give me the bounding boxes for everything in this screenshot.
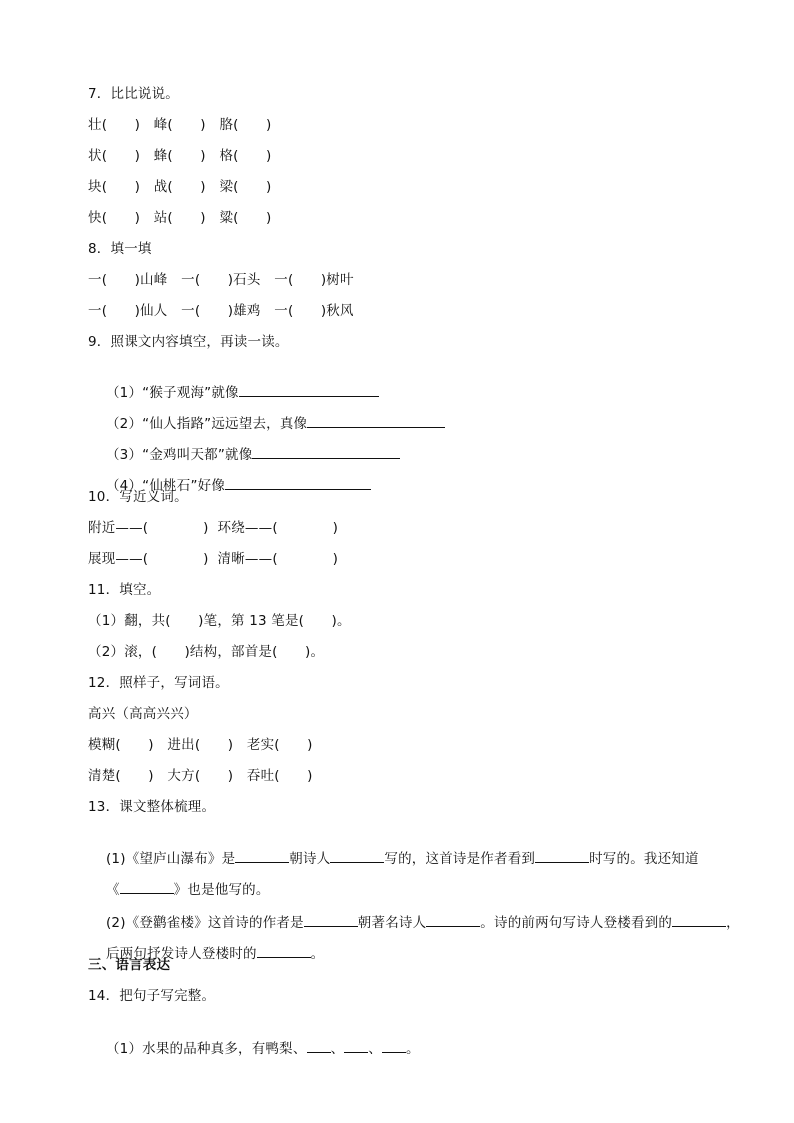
q11-item: （1）翻，共( )笔，第 13 笔是( )。 (88, 613, 351, 629)
answer-blank[interactable] (225, 475, 371, 490)
q7-row: 快( ) 站( ) 粱( ) (88, 210, 272, 226)
q13-text: 。 (310, 946, 325, 962)
q8-title: 8．填一填 (88, 241, 152, 257)
q13-text: ， (726, 915, 740, 931)
answer-blank[interactable] (382, 1038, 406, 1053)
q13-text: 《 (105, 882, 120, 898)
q13-text: 朝诗人 (289, 851, 331, 867)
q13-text: (2)《登鹳雀楼》这首诗的作者是 (105, 915, 304, 931)
answer-blank[interactable] (535, 848, 589, 863)
q14-text: （1）水果的品种真多，有鸭梨、 (105, 1041, 307, 1057)
q13-title: 13．课文整体梳理。 (88, 799, 216, 815)
q10-row: 附近——( ) 环绕——( ) (88, 520, 339, 536)
answer-blank[interactable] (120, 879, 174, 894)
q13-text: 时写的。我还知道 (589, 851, 699, 867)
answer-blank[interactable] (330, 848, 384, 863)
q9-item-text: （4）“仙桃石”好像 (105, 478, 226, 494)
section-heading: 三、语言表达 (88, 957, 171, 973)
q14-text: 。 (405, 1041, 420, 1057)
answer-blank[interactable] (307, 1038, 331, 1053)
answer-blank[interactable] (426, 912, 480, 927)
q10-row: 展现——( ) 清晰——( ) (88, 551, 339, 567)
q12-title: 12．照样子，写词语。 (88, 675, 229, 691)
q8-row: 一( )山峰 一( )石头 一( )树叶 (88, 272, 354, 288)
q9-title: 9．照课文内容填空，再读一读。 (88, 334, 289, 350)
q11-item: （2）滚，( )结构，部首是( )。 (88, 644, 325, 660)
q9-item-text: （3）“金鸡叫天都”就像 (105, 447, 253, 463)
q13-text: 后两句抒发诗人登楼时的 (105, 946, 257, 962)
q7-title: 7．比比说说。 (88, 86, 179, 102)
answer-blank[interactable] (672, 912, 726, 927)
q13-text: (1)《望庐山瀑布》是 (105, 851, 236, 867)
q13-text: 写的，这首诗是作者看到 (384, 851, 536, 867)
q12-row: 清楚( ) 大方( ) 吞吐( ) (88, 768, 313, 784)
q7-row: 状( ) 蜂( ) 格( ) (88, 148, 272, 164)
q13-text: 朝著名诗人 (357, 915, 427, 931)
q9-item-text: （2）“仙人指路”远远望去，真像 (105, 416, 308, 432)
q8-row: 一( )仙人 一( )雄鸡 一( )秋风 (88, 303, 354, 319)
q12-row: 模糊( ) 进出( ) 老实( ) (88, 737, 313, 753)
q7-row: 块( ) 战( ) 梁( ) (88, 179, 272, 195)
q14-title: 14．把句子写完整。 (88, 988, 216, 1004)
q10-title: 10．写近义词。 (88, 489, 188, 505)
q14-text: 、 (330, 1041, 345, 1057)
answer-blank[interactable] (344, 1038, 368, 1053)
q7-row: 壮( ) 峰( ) 胳( ) (88, 117, 272, 133)
q13-text: 。诗的前两句写诗人登楼看到的 (480, 915, 673, 931)
q12-example: 高兴（高高兴兴） (88, 706, 198, 722)
q9-item-text: （1）“猴子观海”就像 (105, 385, 239, 401)
q11-title: 11．填空。 (88, 582, 161, 598)
q14-text: 、 (368, 1041, 382, 1057)
answer-blank[interactable] (257, 943, 311, 958)
q14-item-1 (88, 1020, 420, 1076)
q13-text: 》也是他写的。 (173, 882, 270, 898)
